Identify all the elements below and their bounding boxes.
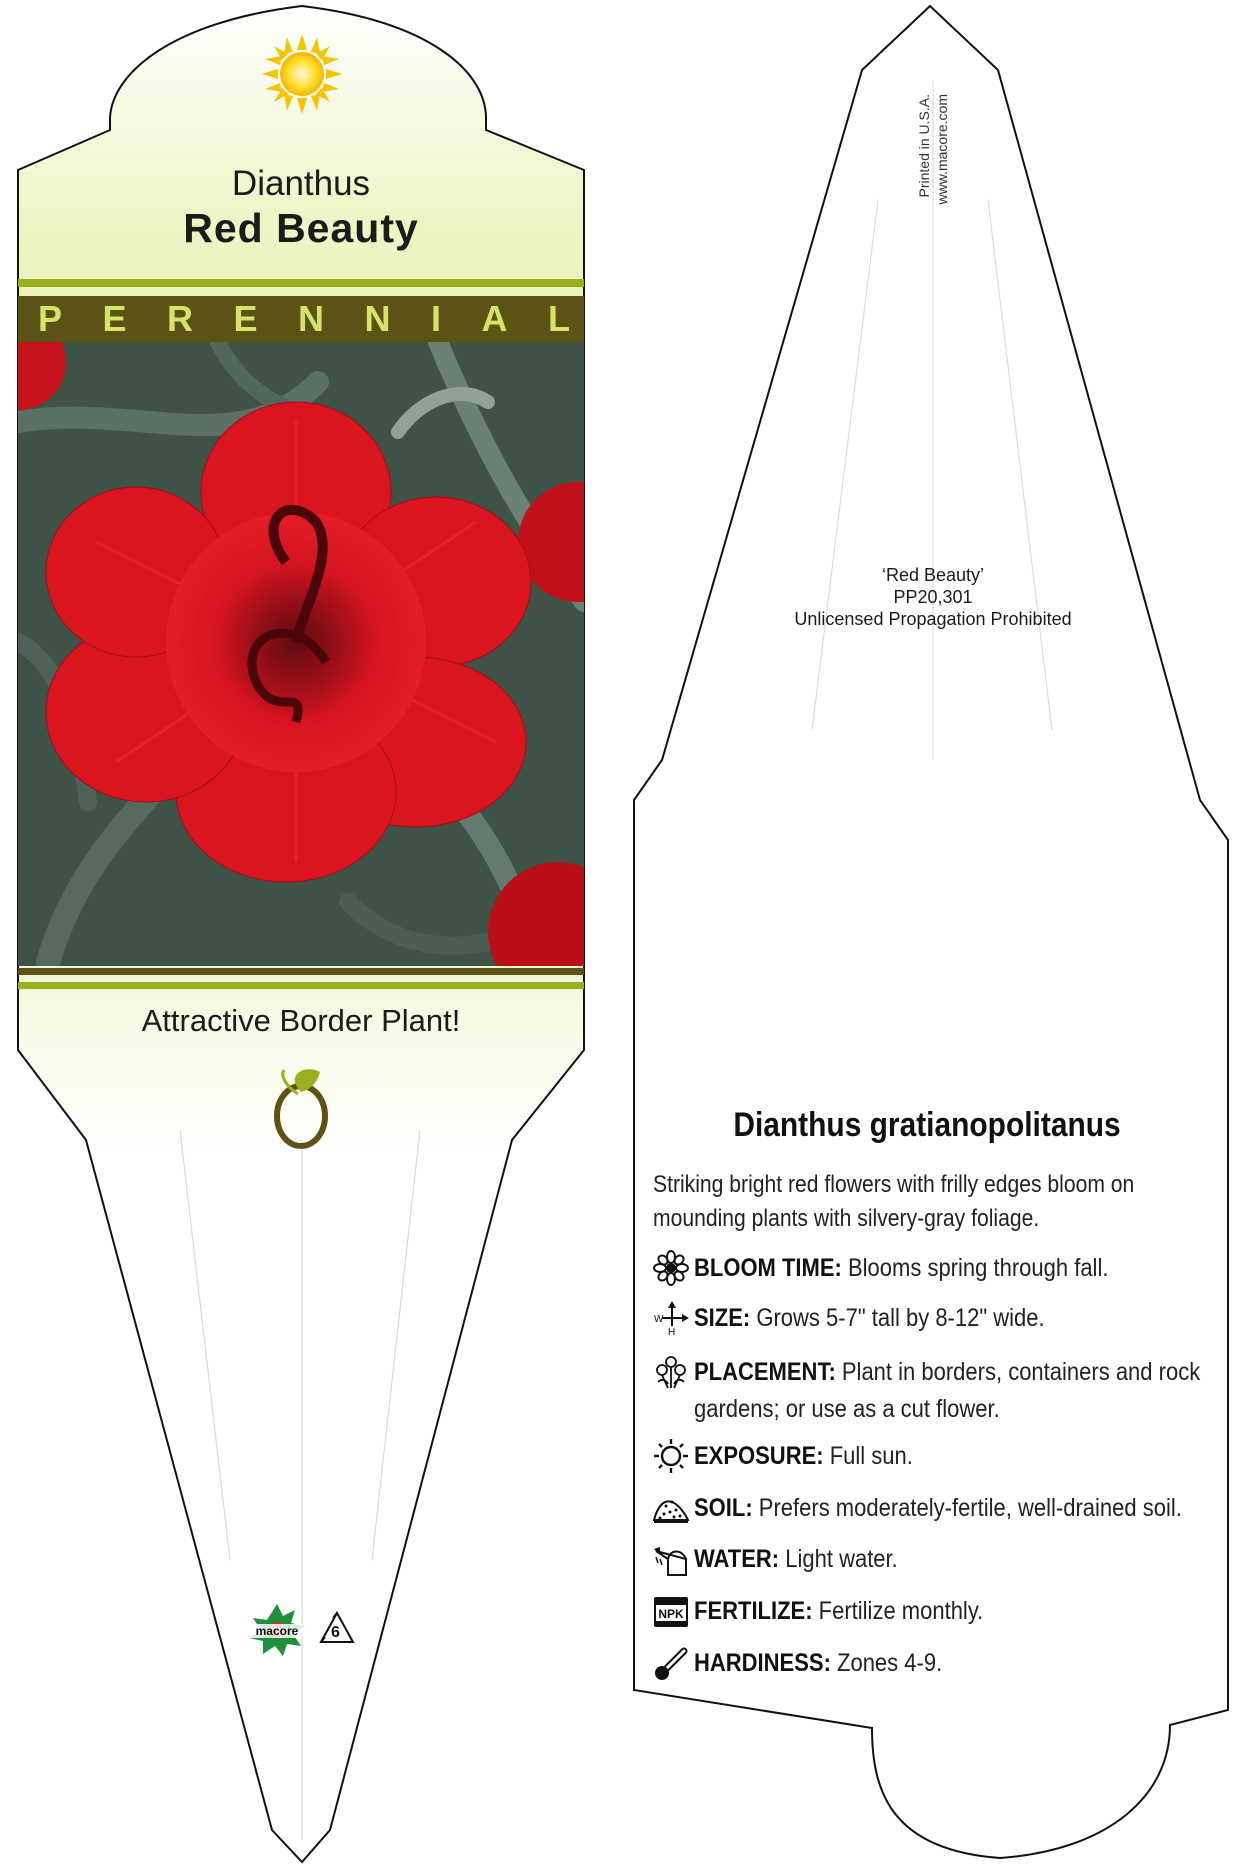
variety-name: ‘Red Beauty’ <box>881 565 985 585</box>
tagline: Attractive Border Plant! <box>141 1003 461 1038</box>
macore-logo <box>245 1602 309 1658</box>
water-label: WATER: <box>694 1545 780 1573</box>
common-name: Dianthus <box>231 164 371 203</box>
size-label: SIZE: <box>694 1304 751 1332</box>
macore-logo-text: macore <box>255 1624 299 1638</box>
exposure-value: Full sun. <box>823 1442 913 1470</box>
website-text: www.macore.com <box>934 94 950 205</box>
info-row-placement <box>652 1354 1233 1428</box>
cultivar-name: Red Beauty <box>183 205 419 251</box>
bottom-rule-1 <box>18 968 584 975</box>
info-row-exposure <box>652 1438 1233 1475</box>
bottom-rule-2 <box>18 982 584 989</box>
bloom-time-label: BLOOM TIME: <box>694 1254 842 1282</box>
placement-flowers-icon <box>652 1354 690 1390</box>
patent-number: PP20,301 <box>893 587 973 607</box>
legal-notice <box>700 564 1166 630</box>
water-value: Light water. <box>779 1545 898 1573</box>
fertilize-value: Fertilize monthly. <box>812 1597 984 1625</box>
plant-description: Striking bright red flowers with frilly edges bloom on mounding plants with silvery-gray foliage. <box>653 1171 1135 1232</box>
placement-value: Plant in borders, containers and rock gardens; or use as a cut flower. <box>694 1358 1201 1423</box>
info-row-water <box>652 1541 1233 1578</box>
back-tag-shape <box>634 6 1228 1858</box>
npk-bag-icon <box>652 1593 690 1629</box>
flower-photo <box>18 342 584 966</box>
soil-label: SOIL: <box>694 1494 753 1522</box>
printed-info <box>902 94 958 234</box>
size-value: Grows 5-7" tall by 8-12" wide. <box>750 1304 1045 1332</box>
category-letter: I <box>430 298 441 339</box>
category-band <box>18 296 584 342</box>
sun-icon <box>262 34 342 114</box>
thermometer-icon <box>652 1645 690 1681</box>
seed-sprout-icon <box>270 1064 332 1150</box>
bloom-time-value: Blooms spring through fall. <box>841 1254 1109 1282</box>
propagation-notice: Unlicensed Propagation Prohibited <box>794 609 1072 629</box>
category-letter: N <box>364 298 391 339</box>
category-letter: E <box>102 298 127 339</box>
category-letter: A <box>481 298 508 339</box>
exposure-label: EXPOSURE: <box>694 1442 824 1470</box>
placement-label: PLACEMENT: <box>694 1358 836 1386</box>
category-letter: R <box>167 298 193 339</box>
soil-pile-icon <box>652 1490 690 1526</box>
size-arrows-icon <box>652 1300 690 1336</box>
fertilize-label: FERTILIZE: <box>694 1597 813 1625</box>
info-row-fertilize <box>652 1593 1233 1630</box>
brand-logo-area <box>245 1602 365 1658</box>
info-row-size <box>652 1300 1233 1337</box>
category-letter: P <box>38 298 63 339</box>
npk-text: NPK <box>658 1607 684 1621</box>
printed-in-text: Printed in U.S.A. <box>916 94 932 198</box>
botanical-name: Dianthus gratianopolitanus <box>733 1106 1121 1144</box>
hardiness-label: HARDINESS: <box>694 1649 831 1677</box>
category-letter: N <box>297 298 324 339</box>
info-row-bloom-time <box>652 1250 1233 1287</box>
category-letter: L <box>547 298 570 339</box>
flower-icon <box>652 1250 690 1286</box>
hardiness-value: Zones 4-9. <box>830 1649 943 1677</box>
category-letter: E <box>233 298 258 339</box>
sun-outline-icon <box>652 1438 690 1474</box>
size-icon-h: H <box>668 1327 676 1336</box>
soil-value: Prefers moderately-fertile, well-drained soil. <box>752 1494 1182 1522</box>
recycle-code: 6 <box>331 1624 340 1641</box>
watering-can-icon <box>652 1541 690 1577</box>
info-row-soil <box>652 1490 1233 1527</box>
top-rule <box>18 279 584 287</box>
size-icon-w: W <box>654 1314 664 1325</box>
info-row-hardiness <box>652 1645 1233 1682</box>
